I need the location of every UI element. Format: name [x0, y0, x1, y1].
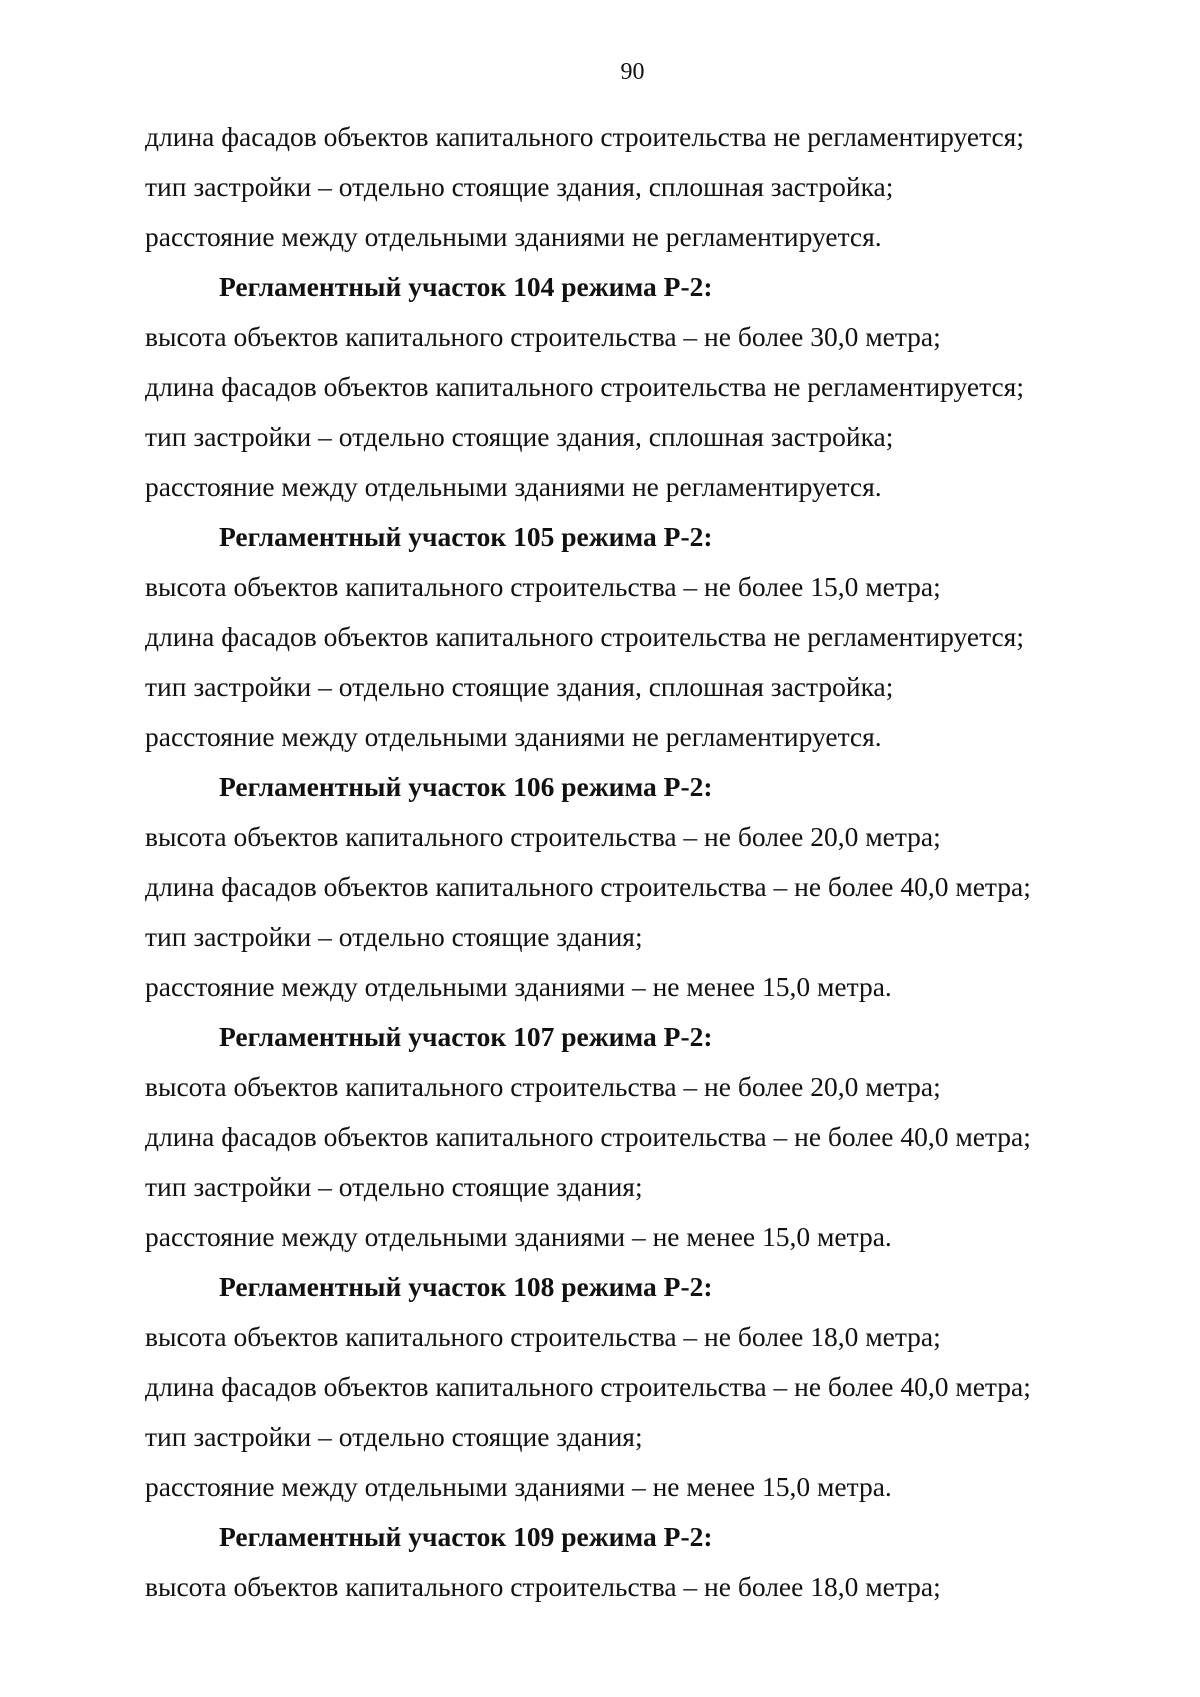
section-heading: Регламентный участок 105 режима Р-2: — [219, 521, 713, 552]
section-heading: Регламентный участок 106 режима Р-2: — [219, 771, 713, 802]
section-line: расстояние между отдельными зданиями – не менее 15,0 метра. — [145, 971, 892, 1002]
section-line: длина фасадов объектов капитального строительства – не более 40,0 метра; — [145, 1371, 1031, 1402]
section-line: высота объектов капитального строительства – не более 15,0 метра; — [145, 571, 941, 602]
page-number: 90 — [620, 59, 645, 85]
section-heading: Регламентный участок 104 режима Р-2: — [219, 271, 713, 302]
intro-line: длина фасадов объектов капитального строительства не регламентируется; — [145, 121, 1024, 152]
section-line: тип застройки – отдельно стоящие здания, сплошная застройка; — [145, 671, 894, 702]
intro-line: расстояние между отдельными зданиями не регламентируется. — [145, 221, 882, 252]
section-line: тип застройки – отдельно стоящие здания, сплошная застройка; — [145, 421, 894, 452]
section-line: тип застройки – отдельно стоящие здания; — [145, 1171, 643, 1202]
document-body — [145, 112, 1155, 1612]
section-heading: Регламентный участок 107 режима Р-2: — [219, 1021, 713, 1052]
section-line: длина фасадов объектов капитального строительства – не более 40,0 метра; — [145, 871, 1031, 902]
section-line: высота объектов капитального строительства – не более 18,0 метра; — [145, 1571, 941, 1602]
section-line: расстояние между отдельными зданиями – не менее 15,0 метра. — [145, 1221, 892, 1252]
section-line: длина фасадов объектов капитального строительства – не более 40,0 метра; — [145, 1121, 1031, 1152]
section-heading: Регламентный участок 108 режима Р-2: — [219, 1271, 713, 1302]
intro-line: тип застройки – отдельно стоящие здания, сплошная застройка; — [145, 171, 894, 202]
section-line: высота объектов капитального строительства – не более 20,0 метра; — [145, 1071, 941, 1102]
section-line: тип застройки – отдельно стоящие здания; — [145, 921, 643, 952]
section-line: расстояние между отдельными зданиями – не менее 15,0 метра. — [145, 1471, 892, 1502]
section-line: тип застройки – отдельно стоящие здания; — [145, 1421, 643, 1452]
section-heading: Регламентный участок 109 режима Р-2: — [219, 1521, 713, 1552]
section-line: длина фасадов объектов капитального строительства не регламентируется; — [145, 371, 1024, 402]
section-line: высота объектов капитального строительства – не более 30,0 метра; — [145, 321, 941, 352]
section-line: длина фасадов объектов капитального строительства не регламентируется; — [145, 621, 1024, 652]
section-line: высота объектов капитального строительства – не более 18,0 метра; — [145, 1321, 941, 1352]
section-line: расстояние между отдельными зданиями не регламентируется. — [145, 471, 882, 502]
section-line: расстояние между отдельными зданиями не регламентируется. — [145, 721, 882, 752]
section-line: высота объектов капитального строительства – не более 20,0 метра; — [145, 821, 941, 852]
